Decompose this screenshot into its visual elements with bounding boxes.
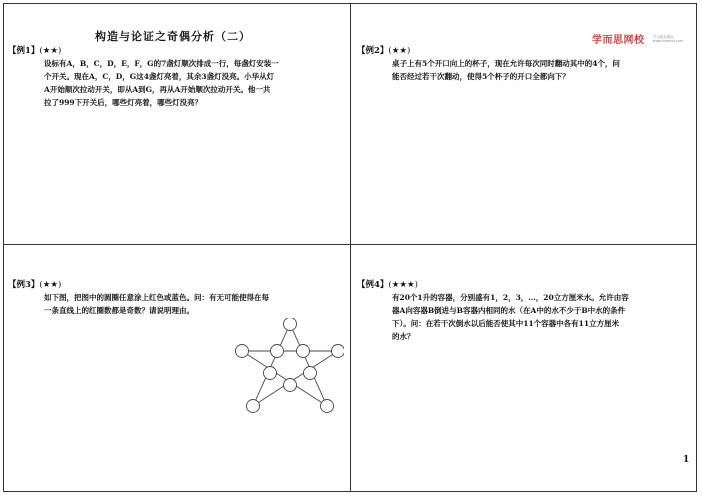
xueersi-logo	[592, 28, 688, 44]
example-2-line: 桌子上有5个开口向上的杯子，现在允许每次同时翻动其中的4个，问	[392, 59, 620, 68]
vertical-divider	[350, 3, 351, 492]
example-3-text	[44, 291, 344, 317]
example-4-line: 下）。问：在若干次倒水以后能否使其中11个容器中各有11立方厘米	[392, 319, 620, 328]
example-2-label	[357, 44, 410, 56]
logo-url: www.xueersi.com	[652, 38, 684, 43]
pentagram-figure	[232, 318, 344, 414]
example-2-difficulty: (★★)	[388, 46, 411, 56]
example-1-text	[44, 57, 344, 109]
example-1-line: A开始顺次拉动开关，即从A到G，再从A开始顺次拉动开关。他一共	[44, 85, 271, 94]
star-circle[interactable]	[332, 345, 345, 358]
star-circle[interactable]	[264, 367, 277, 380]
example-2-text	[392, 57, 692, 83]
example-3-line: 如下图，把图中的圆圈任意涂上红色或蓝色。问：有无可能使得在每	[44, 293, 269, 302]
example-1-label	[8, 44, 61, 56]
example-4-number: 【例4】	[357, 280, 389, 290]
example-2-line: 能否经过若干次翻动，使得5个杯子的开口全都向下？	[392, 72, 570, 81]
logo-text: 学而思网校	[592, 35, 645, 46]
example-4-text	[392, 291, 694, 343]
example-4-line: 的水？	[392, 332, 415, 341]
example-4-difficulty: (★★★)	[388, 280, 418, 290]
logo-slogan: 学习改变命运	[652, 34, 674, 39]
horizontal-divider	[3, 244, 697, 245]
star-circle[interactable]	[236, 345, 249, 358]
star-circle[interactable]	[284, 318, 297, 331]
example-3-difficulty: (★★)	[39, 280, 62, 290]
example-3-line: 一条直线上的红圈数都是奇数？请说明理由。	[44, 306, 194, 315]
example-2-number: 【例2】	[357, 46, 389, 56]
example-1-number: 【例1】	[8, 46, 40, 56]
example-4-line: 有20个1升的容器，分别盛有1，2，3，…，20立方厘米水。允许由容	[392, 293, 629, 302]
example-4-line: 器A向容器B倒进与B容器内相同的水（在A中的水不少于B中水的条件	[392, 306, 626, 315]
star-circle[interactable]	[247, 400, 260, 413]
page-number: 1	[683, 455, 690, 465]
star-circle[interactable]	[271, 345, 284, 358]
example-1-line: 个开关。现在A，C，D，G这4盏灯亮着，其余3盏灯没亮。小华从灯	[44, 72, 275, 81]
example-3-label	[8, 278, 61, 290]
example-4-label	[357, 278, 418, 290]
star-circle[interactable]	[297, 345, 310, 358]
example-1-line: 设标有A，B，C，D，E，F，G的7盏灯顺次排成一行，每盏灯安装一	[44, 59, 279, 68]
star-circle[interactable]	[321, 400, 334, 413]
example-1-line: 拉了999下开关后，哪些灯亮着，哪些灯没亮？	[44, 98, 203, 107]
star-circle[interactable]	[304, 367, 317, 380]
star-circle[interactable]	[284, 379, 297, 392]
example-1-difficulty: (★★)	[39, 46, 62, 56]
logo-subtext	[653, 35, 684, 43]
page-title: 构造与论证之奇偶分析（二）	[95, 30, 251, 43]
example-3-number: 【例3】	[8, 280, 40, 290]
